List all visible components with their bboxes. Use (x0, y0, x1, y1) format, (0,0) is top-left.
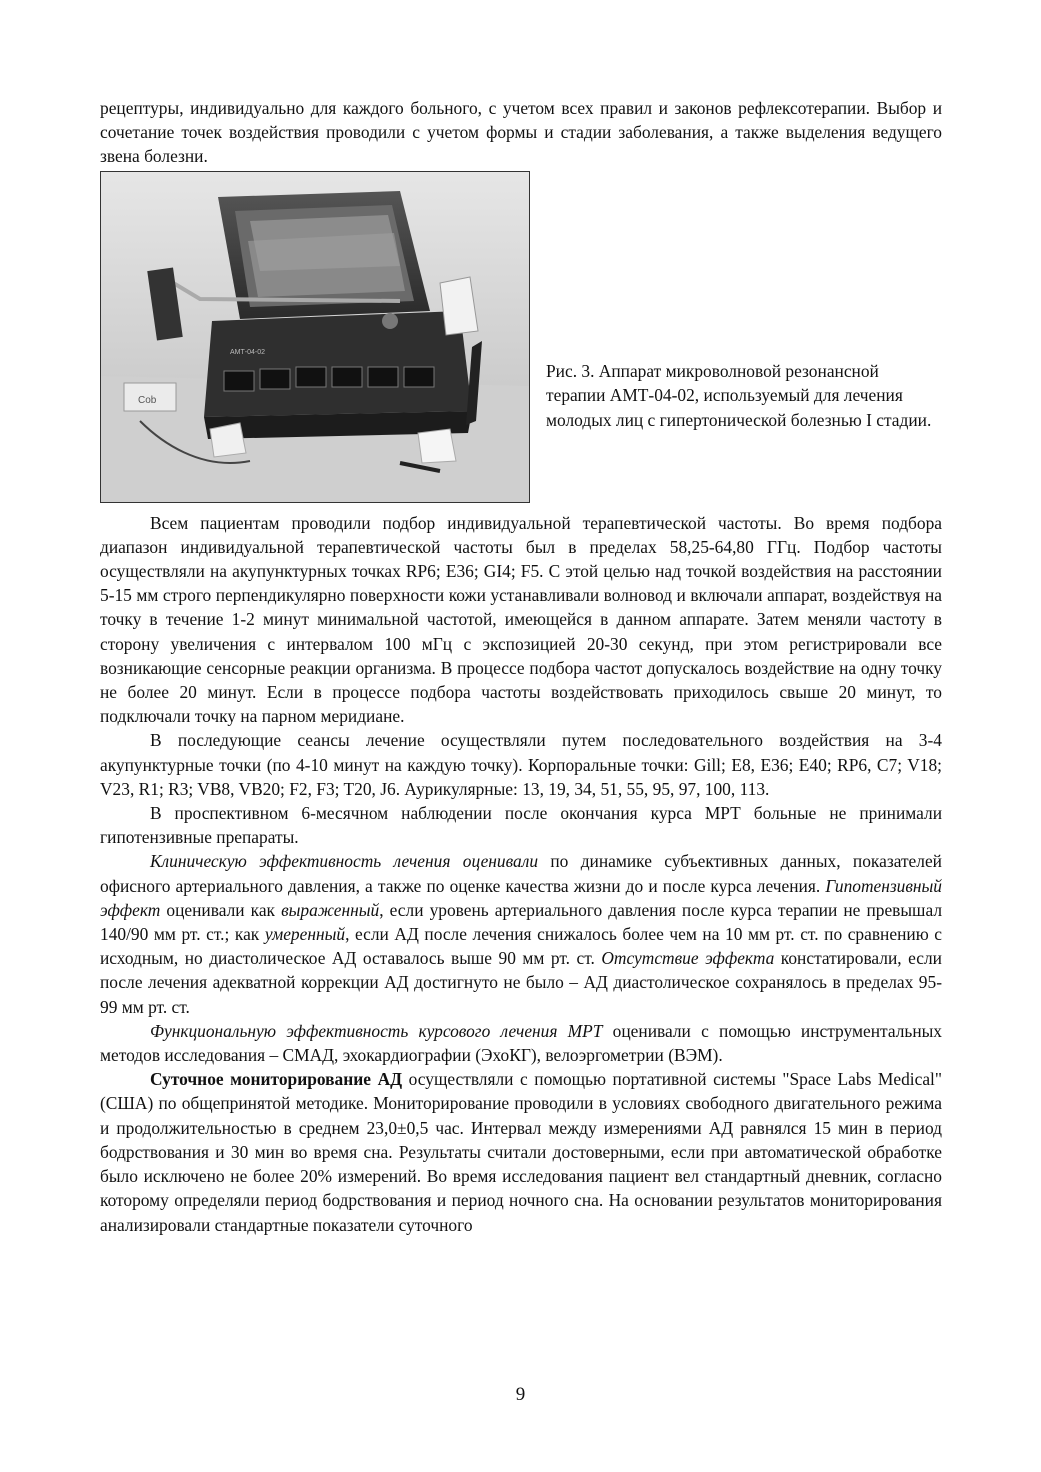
body-text: оценивали как (160, 899, 282, 920)
paragraph-intro: рецептуры, индивидуально для каждого больного, с учетом всех правил и законов рефлексотерапии. Выбор и сочетание точек воздействия проводили с учетом формы и стадии заболевания, а также выделения ведущего звена болезни. (100, 98, 942, 167)
body-text: оценивали с помощью инструментальных методов исследования – СМАД, эхокардиографии (ЭхоКГ), велоэргометрии (ВЭМ). (100, 1020, 942, 1066)
body-text: констатировали, если после лечения адекватной коррекции АД достигнуто не было – АД диастолическое сохранялось в пределах 95-99 мм рт. ст. (100, 948, 942, 1017)
page-body (100, 96, 942, 1237)
paragraph-sessions: В последующие сеансы лечение осуществляли путем последовательного воздействия на 3-4 акупунктурные точки (по 4-10 минут на каждую точку). Корпоральные точки: Gill; E8, E36; E40; RP6, C7; V18; V23, R1; R3; VB8, VB20; F2, F3; T20, J6. Аурикулярные: 13, 19, 34, 51, 55, 95, 97, 100, 113. (100, 730, 942, 799)
paragraph-functional-efficacy (100, 1019, 942, 1067)
figure-caption: Рис. 3. Аппарат микроволновой резонансной терапии АМТ-04-02, используемый для лечения молодых лиц с гипертонической болезнью I стадии. (546, 360, 932, 430)
emphasis-text: Клиническую эффективность лечения оценивали (150, 851, 539, 872)
device-photo (100, 171, 530, 503)
emphasis-text: Гипотензивный эффект (100, 875, 942, 920)
body-text: по динамике субъективных данных, показателей офисного артериального давления, а также по оценке качества жизни до и после курса лечения. (100, 851, 942, 896)
page-number: 9 (515, 1384, 526, 1405)
emphasis-text: умеренный (264, 924, 346, 945)
figure (100, 171, 942, 505)
paragraph-frequency-selection: Всем пациентам проводили подбор индивидуальной терапевтической частоты. Во время подбора диапазон индивидуальной терапевтической частоты был в пределах 58,25-64,80 ГГц. Подбор частоты осуществляли на акупунктурных точках RP6; E36; GI4; F5. С этой целью над точкой воздействия на расстоянии 5-15 мм строго перпендикулярно поверхности кожи устанавливали волновод и включали аппарат, воздействуя на точку в течение 1-2 минут минимальной частотой, имеющейся в данном аппарате. Затем меняли частоту в сторону увеличения с интервалом 100 мГц с экспозицией 20-30 секунд, при этом регистрировали все возникающие сенсорные реакции организма. В процессе подбора частот допускалось воздействие на одну точку не более 20 минут. Если в процессе подбора частоты воздействовать приходилось свыше 20 минут, то подключали точку на парном меридиане. (100, 512, 942, 727)
paragraph-observation: В проспективном 6-месячном наблюдении после окончания курса МРТ больные не принимали гипотензивные препараты. (100, 803, 942, 848)
emphasis-text: выраженный (281, 899, 380, 920)
emphasis-text: Функциональную эффективность курсового лечения МРТ (150, 1020, 603, 1041)
paragraph-clinical-efficacy (100, 849, 942, 1018)
box-label: Соb (138, 394, 157, 406)
body-text: , если АД после лечения снижалось более чем на 10 мм рт. ст. по сравнению с исходным, но диастолическое АД оставалось выше 90 мм рт. ст. (100, 924, 942, 969)
body-text: , если уровень артериального давления после курса терапии не превышал 140/90 мм рт. ст.; как (100, 899, 942, 945)
emphasis-text: Отсутствие эффекта (601, 948, 775, 969)
bold-heading-text: Суточное мониторирование АД (150, 1069, 403, 1090)
paragraph-monitoring (100, 1067, 942, 1236)
body-text: осуществляли с помощью портативной системы "Space Labs Medical" (США) по общепринятой методике. Мониторирование проводили в условиях свободного двигательного режима и продолжительностью в среднем 23,0±0,5 час. Интервал между измерениями АД равнялся 15 мин в период бодрствования и 30 мин во время сна. Результаты считали достоверными, если при автоматической обработке было исключено не более 20% измерений. Во время исследования пациент вел стандартный дневник, согласно которому определяли период бодрствования и период ночного сна. На основании результатов мониторирования анализировали стандартные показатели суточного (100, 1069, 942, 1235)
device-label: АМТ-04-02 (230, 348, 266, 356)
